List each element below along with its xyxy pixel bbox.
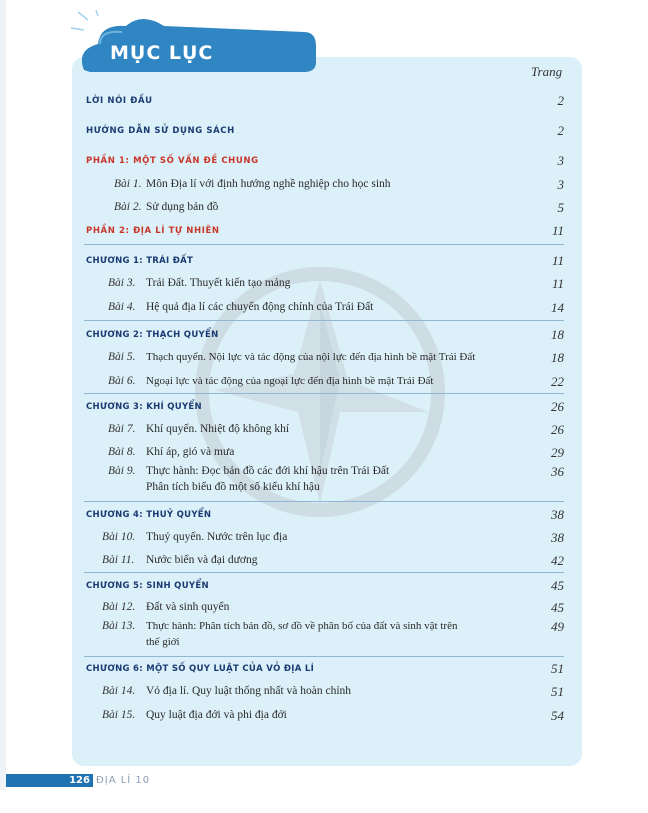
lesson-title: Thực hành: Đọc bản đồ các đới khí hậu trên Trái Đất [146, 465, 390, 477]
lesson-number: Bài 2. [114, 201, 142, 213]
toc-chapter-3[interactable] [0, 398, 648, 418]
toc-chapter-1[interactable] [0, 252, 648, 272]
lesson-title: Thuỷ quyển. Nước trên lục địa [146, 531, 288, 543]
lesson-title: Thạch quyển. Nội lực và tác động của nội lực đến địa hình bề mặt Trái Đất [146, 351, 476, 363]
lesson-title: Ngoại lực và tác động của ngoại lực đến địa hình bề mặt Trái Đất [146, 375, 434, 387]
entry-page: 45 [551, 578, 564, 593]
lesson-title: Sử dụng bản đồ [146, 201, 219, 213]
divider [84, 656, 564, 657]
lesson-title: Nước biển và đại dương [146, 554, 258, 566]
chapter-label: CHƯƠNG 5: SINH QUYỂN [86, 581, 209, 591]
lesson-number: Bài 10. [102, 531, 136, 543]
entry-page: 42 [551, 553, 564, 568]
lesson-title-line2: Phân tích biểu đồ một số kiểu khí hậu [146, 481, 320, 493]
divider [84, 501, 564, 502]
footer-page-number: 126 [66, 774, 93, 787]
toc-lesson-8[interactable] [0, 444, 648, 464]
lesson-title: Khí áp, gió và mưa [146, 446, 235, 458]
entry-page: 51 [551, 684, 564, 699]
toc-lesson-7[interactable] [0, 421, 648, 441]
toc-part-1[interactable] [0, 152, 648, 172]
entry-page: 38 [551, 507, 564, 522]
chapter-label: CHƯƠNG 6: MỘT SỐ QUY LUẬT CỦA VỎ ĐỊA LÍ [86, 664, 315, 674]
toc-lesson-3[interactable] [0, 275, 648, 295]
toc-lesson-15[interactable] [0, 707, 648, 727]
entry-page: 11 [551, 276, 564, 291]
part-label: PHẦN 2: ĐỊA LÍ TỰ NHIÊN [86, 226, 220, 236]
divider [84, 572, 564, 573]
divider [84, 393, 564, 394]
entry-page: 18 [551, 350, 564, 365]
lesson-title: Thực hành: Phân tích bản đồ, sơ đồ về phân bố của đất và sinh vật trên [146, 620, 458, 632]
toc-chapter-4[interactable] [0, 506, 648, 526]
entry-label: HƯỚNG DẪN SỬ DỤNG SÁCH [86, 126, 235, 136]
toc-lesson-10[interactable] [0, 529, 648, 549]
lesson-title-line2: thế giới [146, 636, 180, 648]
entry-page: 22 [551, 374, 564, 389]
divider [84, 244, 564, 245]
lesson-title: Quy luật địa đới và phi địa đới [146, 709, 287, 721]
lesson-number: Bài 7. [108, 423, 136, 435]
toc-lesson-14[interactable] [0, 683, 648, 703]
toc-lesson-6[interactable] [0, 373, 648, 393]
lesson-number: Bài 13. [102, 620, 136, 632]
entry-page: 2 [557, 93, 564, 108]
toc-lesson-11[interactable] [0, 552, 648, 572]
lesson-title: Trái Đất. Thuyết kiến tạo mảng [146, 277, 291, 289]
entry-page: 5 [557, 200, 564, 215]
toc-entry-foreword[interactable] [0, 92, 648, 112]
entry-page: 11 [551, 223, 564, 238]
lesson-title: Hệ quả địa lí các chuyển động chính của Trái Đất [146, 301, 374, 313]
toc-lesson-9[interactable] [0, 463, 648, 499]
toc-chapter-5[interactable] [0, 577, 648, 597]
entry-page: 3 [557, 153, 564, 168]
toc-lesson-4[interactable] [0, 299, 648, 319]
chapter-label: CHƯƠNG 3: KHÍ QUYỂN [86, 402, 202, 412]
lesson-number: Bài 11. [102, 554, 135, 566]
entry-page: 45 [551, 600, 564, 615]
lesson-title: Môn Địa lí với định hướng nghề nghiệp cho học sinh [146, 178, 391, 190]
divider [84, 320, 564, 321]
entry-page: 29 [551, 445, 564, 460]
lesson-number: Bài 12. [102, 601, 136, 613]
toc-lesson-2[interactable] [0, 199, 648, 219]
toc-lesson-12[interactable] [0, 599, 648, 619]
entry-page: 11 [551, 253, 564, 268]
entry-page: 36 [551, 464, 564, 479]
page-column-label: Trang [531, 64, 563, 79]
footer-bar [6, 774, 66, 787]
entry-label: LỜI NÓI ĐẦU [86, 96, 153, 106]
part-label: PHẦN 1: MỘT SỐ VẤN ĐỀ CHUNG [86, 156, 259, 166]
chapter-label: CHƯƠNG 1: TRÁI ĐẤT [86, 256, 194, 266]
lesson-number: Bài 1. [114, 178, 142, 190]
toc-entry-guide[interactable] [0, 122, 648, 142]
chapter-label: CHƯƠNG 2: THẠCH QUYỂN [86, 330, 219, 340]
lesson-number: Bài 4. [108, 301, 136, 313]
lesson-title: Đất và sinh quyển [146, 601, 230, 613]
toc-chapter-6[interactable] [0, 660, 648, 680]
entry-page: 3 [557, 177, 564, 192]
entry-page: 54 [551, 708, 564, 723]
entry-page: 49 [551, 619, 564, 634]
lesson-number: Bài 3. [108, 277, 136, 289]
entry-page: 51 [551, 661, 564, 676]
lesson-number: Bài 5. [108, 351, 136, 363]
lesson-title: Khí quyển. Nhiệt độ không khí [146, 423, 290, 435]
footer-subject: ĐỊA LÍ 10 [96, 775, 151, 786]
toc-part-2[interactable] [0, 222, 648, 242]
entry-page: 26 [551, 422, 564, 437]
entry-page: 14 [551, 300, 564, 315]
toc-title: MỤC LỤC [110, 42, 214, 64]
entry-page: 26 [551, 399, 564, 414]
lesson-title: Vỏ địa lí. Quy luật thống nhất và hoàn chỉnh [146, 685, 352, 697]
entry-page: 18 [551, 327, 564, 342]
toc-lesson-13[interactable] [0, 618, 648, 654]
toc-lesson-5[interactable] [0, 349, 648, 369]
lesson-number: Bài 9. [108, 465, 136, 477]
entry-page: 2 [557, 123, 564, 138]
lesson-number: Bài 15. [102, 709, 136, 721]
lesson-number: Bài 14. [102, 685, 136, 697]
chapter-label: CHƯƠNG 4: THUỶ QUYỂN [86, 510, 212, 520]
entry-page: 38 [551, 530, 564, 545]
lesson-number: Bài 6. [108, 375, 136, 387]
toc-chapter-2[interactable] [0, 326, 648, 346]
lesson-number: Bài 8. [108, 446, 136, 458]
toc-lesson-1[interactable] [0, 176, 648, 196]
